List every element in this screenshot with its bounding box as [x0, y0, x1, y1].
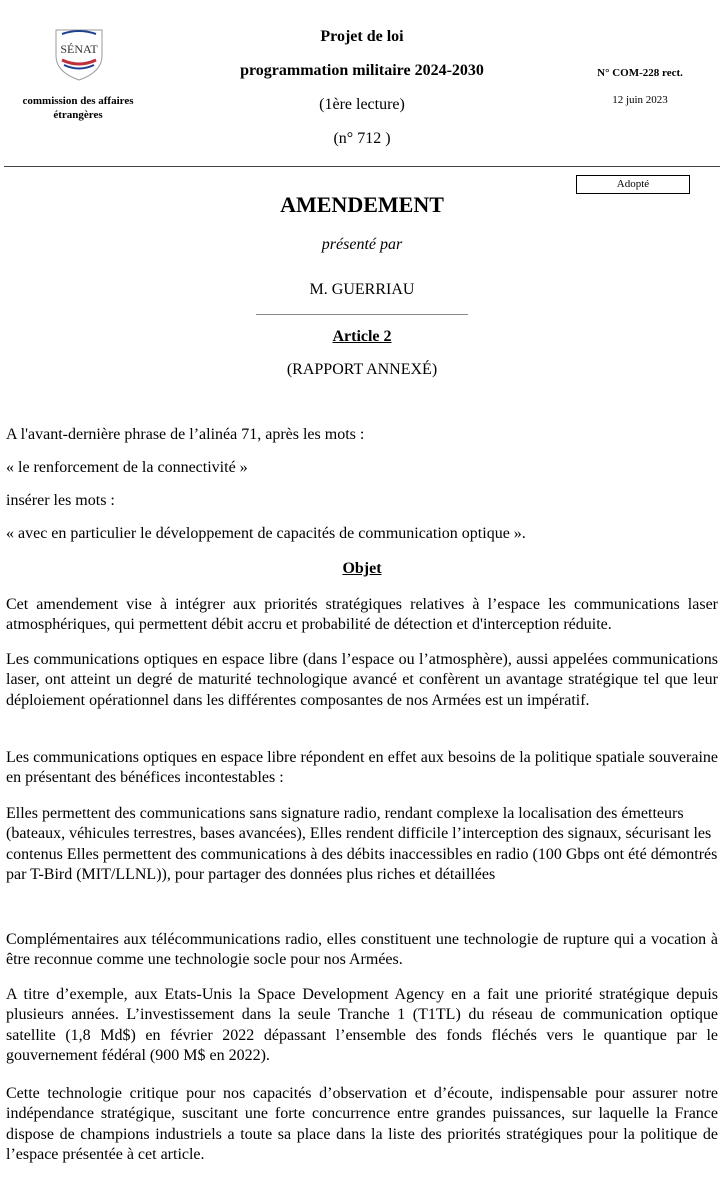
- bill-title-block: [196, 26, 528, 162]
- commission-name: commission des affaires étrangères: [22, 95, 134, 121]
- author-name: M. GUERRIAU: [309, 281, 415, 298]
- article-subtitle: (RAPPORT ANNEXÉ): [286, 361, 438, 378]
- senat-logo-text: SÉNAT: [60, 42, 98, 56]
- section-divider: [256, 314, 468, 315]
- objet-paragraph: Cet amendement vise à intégrer aux priorités stratégiques relatives à l’espace les communications laser atmosphériques, qui permettent débit accru et probabilité de détection et d'interception réduite.: [6, 596, 718, 634]
- amendment-heading: AMENDEMENT: [280, 192, 444, 217]
- amendment-number: N° COM-228 rect.: [597, 67, 683, 79]
- objet-paragraph: Elles permettent des communications sans signature radio, rendant complexe la localisation des émetteurs (bateaux, véhicules terrestres, bases avancées), Elles rendent difficile l’interception des signaux, sécurisant les contenus Elles permettent des communications à des débits inaccessibles en radio (100 Gbps ont été démontrés par T-Bird (MIT/LLNL)), pour partager des données plus riches et détaillées: [6, 805, 718, 884]
- dispositif-line: « le renforcement de la connectivité »: [6, 459, 248, 476]
- text-number: (n° 712 ): [333, 130, 391, 147]
- objet-heading: Objet: [342, 560, 382, 577]
- dispositif-line: A l'avant-dernière phrase de l’alinéa 71, après les mots :: [6, 426, 365, 443]
- amendment-date: 12 juin 2023: [612, 94, 668, 106]
- dispositif-line: « avec en particulier le développement de capacités de communication optique ».: [6, 525, 526, 542]
- header-divider: [4, 166, 720, 167]
- reading-stage: (1ère lecture): [319, 96, 405, 113]
- objet-paragraph: Les communications optiques en espace libre répondent en effet aux besoins de la politique spatiale souveraine en présentant des bénéfices incontestables :: [6, 749, 718, 787]
- senat-logo: [48, 26, 110, 82]
- dispositif-line: insérer les mots :: [6, 492, 115, 509]
- bill-title-line1: Projet de loi: [320, 28, 404, 45]
- objet-paragraph: A titre d’exemple, aux Etats-Unis la Space Development Agency en a fait une priorité stratégique depuis plusieurs années. L’investissement dans la seule Tranche 1 (T1TL) du réseau de communication optique satellite (1,8 Md$) en février 2022 dépassant l’ensemble des fonds fléchés vers le quantique par le gouvernement fédéral (900 M$ en 2022).: [6, 986, 718, 1065]
- bill-title-line2: programmation militaire 2024-2030: [240, 62, 484, 79]
- objet-paragraph: Les communications optiques en espace libre (dans l’espace ou l’atmosphère), aussi appelées communications laser, ont atteint un degré de maturité technologique avancé et confèrent un avantage stratégique tel que leur déploiement opérationnel dans les différentes composantes de nos Armées est un impératif.: [6, 651, 718, 709]
- presented-by: présenté par: [321, 236, 403, 253]
- status-badge: Adopté: [576, 175, 690, 194]
- objet-paragraph: Cette technologie critique pour nos capacités d’observation et d’écoute, indispensable pour assurer notre indépendance stratégique, suscitant une forte concurrence entre grandes puissances, sur laquelle la France dispose de champions industriels a toute sa place dans la liste des priorités stratégiques pour la politique de l’espace présentée à cet article.: [6, 1085, 718, 1164]
- objet-paragraph: Complémentaires aux télécommunications radio, elles constituent une technologie de rupture qui a vocation à être reconnue comme une technologie socle pour nos Armées.: [6, 931, 718, 969]
- article-title: Article 2: [332, 328, 392, 345]
